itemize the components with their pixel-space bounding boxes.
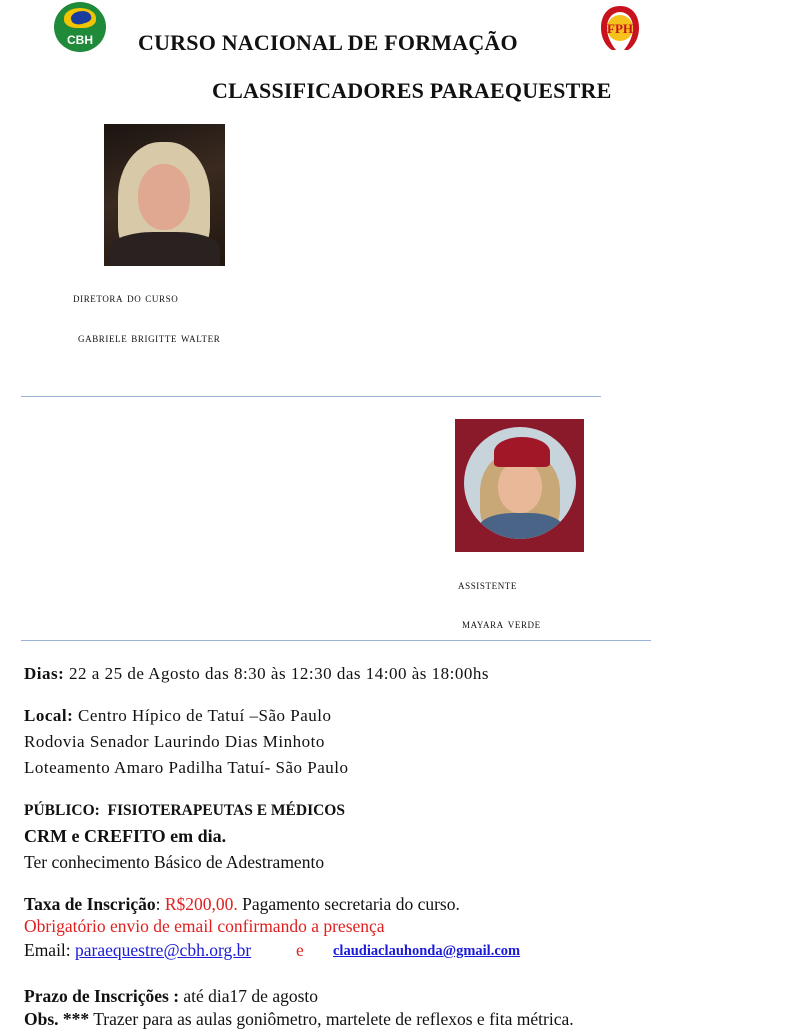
email-conjunction: e <box>296 940 304 960</box>
publico-label: PÚBLICO: <box>24 802 100 819</box>
assistant-role: assistente <box>458 577 518 592</box>
taxa-text: Pagamento secretaria do curso. <box>237 894 460 914</box>
publico-requirement: CRM e CREFITO em dia. <box>24 826 227 846</box>
prazo-label: Prazo de Inscrições : <box>24 986 180 1006</box>
obs-text: Trazer para as aulas goniômetro, martelete de reflexos e fita métrica. <box>89 1009 574 1029</box>
dias-text: 22 a 25 de Agosto das 8:30 às 12:30 das 14:00 às 18:00hs <box>64 664 489 683</box>
taxa-line <box>24 894 460 915</box>
taxa-price: R$200,00. <box>164 894 238 914</box>
obs-label: Obs. *** <box>24 1009 90 1029</box>
assistant-name: mayara verde <box>462 616 541 631</box>
email-line <box>24 940 251 961</box>
email-link-paraequestre[interactable]: paraequestre@cbh.org.br <box>75 940 252 960</box>
local-line-1 <box>24 706 331 726</box>
taxa-colon: : <box>155 894 165 914</box>
director-photo <box>104 124 225 266</box>
publico-value: FISIOTERAPEUTAS E MÉDICOS <box>107 802 345 819</box>
divider-2 <box>21 640 651 641</box>
prazo-text: até dia17 de agosto <box>179 986 319 1006</box>
divider-1 <box>21 396 601 397</box>
director-role: diretora do curso <box>73 290 179 305</box>
local-label: Local: <box>24 706 74 725</box>
local-text-1: Centro Hípico de Tatuí –São Paulo <box>73 706 332 725</box>
obrigatorio-text: Obrigatório envio de email confirmando a presença <box>24 916 385 936</box>
cbh-logo-text: CBH <box>67 33 93 47</box>
publico-line <box>24 802 345 820</box>
taxa-label: Taxa de Inscrição <box>24 894 156 914</box>
assistant-photo <box>455 419 584 552</box>
dias-line <box>24 664 489 684</box>
fph-logo-text: FPH <box>607 21 633 36</box>
email-label: Email: <box>24 940 76 960</box>
page-subtitle: CLASSIFICADORES PARAEQUESTRE <box>212 78 612 103</box>
page-title: CURSO NACIONAL DE FORMAÇÃO <box>138 30 518 55</box>
dias-label: Dias: <box>24 664 65 683</box>
publico-knowledge: Ter conhecimento Básico de Adestramento <box>24 852 325 872</box>
email-link-claudia-wrapper <box>333 943 520 960</box>
email-link-claudia[interactable]: claudiaclauhonda@gmail.com <box>333 943 521 959</box>
fph-logo <box>600 4 640 52</box>
local-line-2: Rodovia Senador Laurindo Dias Minhoto <box>24 732 325 751</box>
local-line-3: Loteamento Amaro Padilha Tatuí- São Paulo <box>24 758 349 777</box>
cbh-logo <box>54 2 106 52</box>
director-name: gabriele brigitte walter <box>78 330 221 345</box>
prazo-line <box>24 986 318 1007</box>
obs-line <box>24 1009 574 1030</box>
